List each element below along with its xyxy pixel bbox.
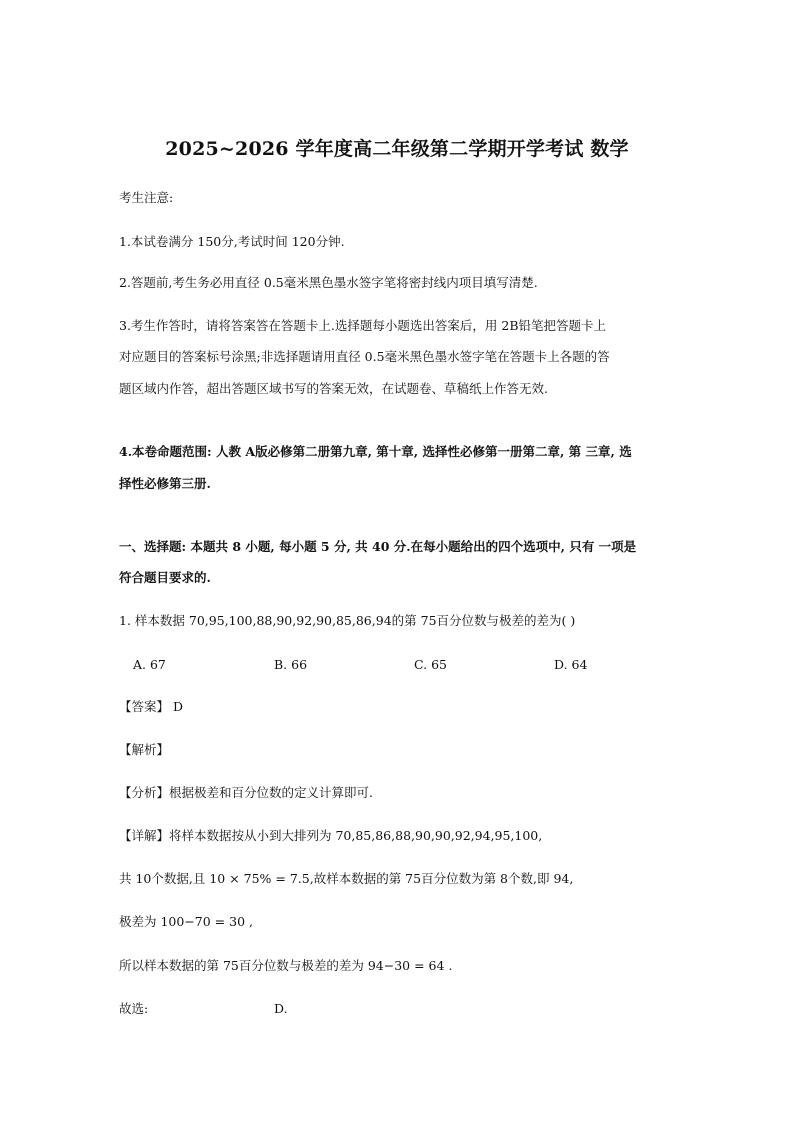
page-title: 2025~2026 学年度高二年级第二学期开学考试 数学 [165, 138, 629, 160]
notice-item-3-line-2: 对应题目的答案标号涂黑;非选择题请用直径 0.5毫米黑色墨水签字笔在答题卡上各题的答 [119, 349, 610, 364]
section-heading-line-1: 一、选择题: 本题共 8 小题, 每小题 5 分, 共 40 分.在每小题给出的四个选项中, 只有 一项是 [119, 539, 637, 554]
option-a: A. 67 [133, 657, 166, 672]
choose-label: 故选: [119, 1001, 149, 1016]
section-heading-line-2: 符合题目要求的. [119, 570, 211, 585]
detail-line-4: 所以样本数据的第 75百分位数与极差的差为 94−30 = 64 . [119, 958, 453, 973]
detail-line-1: 【详解】将样本数据按从小到大排列为 70,85,86,88,90,90,92,94,95,100, [119, 828, 543, 843]
option-b: B. 66 [274, 657, 308, 672]
choose-value: D. [274, 1001, 288, 1016]
notice-item-1: 1.本试卷满分 150分,考试时间 120分钟. [119, 234, 345, 249]
question-1-stem: 1. 样本数据 70,95,100,88,90,92,90,85,86,94的第 75百分位数与极差的差为( ) [119, 613, 576, 628]
notice-item-2: 2.答题前,考生务必用直径 0.5毫米黑色墨水签字笔将密封线内项目填写清楚. [119, 275, 538, 290]
notice-item-4-line-2: 择性必修第三册. [119, 476, 211, 491]
notice-heading: 考生注意: [119, 190, 174, 205]
detail-line-2: 共 10个数据,且 10 × 75% = 7.5,故样本数据的第 75百分位数为第 8个数,即 94, [119, 871, 574, 886]
notice-item-4-line-1: 4.本卷命题范围: 人教 A版必修第二册第九章, 第十章, 选择性必修第一册第二章, 第 三章, 选 [119, 444, 632, 459]
analysis-heading: 【解析】 [119, 742, 170, 757]
answer-line: 【答案】 D [119, 699, 183, 714]
notice-item-3-line-1: 3.考生作答时，请将答案答在答题卡上.选择题每小题选出答案后，用 2B铅笔把答题卡上 [119, 318, 607, 333]
option-d: D. 64 [554, 657, 588, 672]
option-c: C. 65 [414, 657, 447, 672]
detail-line-3: 极差为 100−70 = 30 , [119, 914, 253, 929]
analysis-text: 【分析】根据极差和百分位数的定义计算即可. [119, 785, 373, 800]
notice-item-3-line-3: 题区域内作答，超出答题区域书写的答案无效，在试题卷、草稿纸上作答无效. [119, 381, 548, 396]
